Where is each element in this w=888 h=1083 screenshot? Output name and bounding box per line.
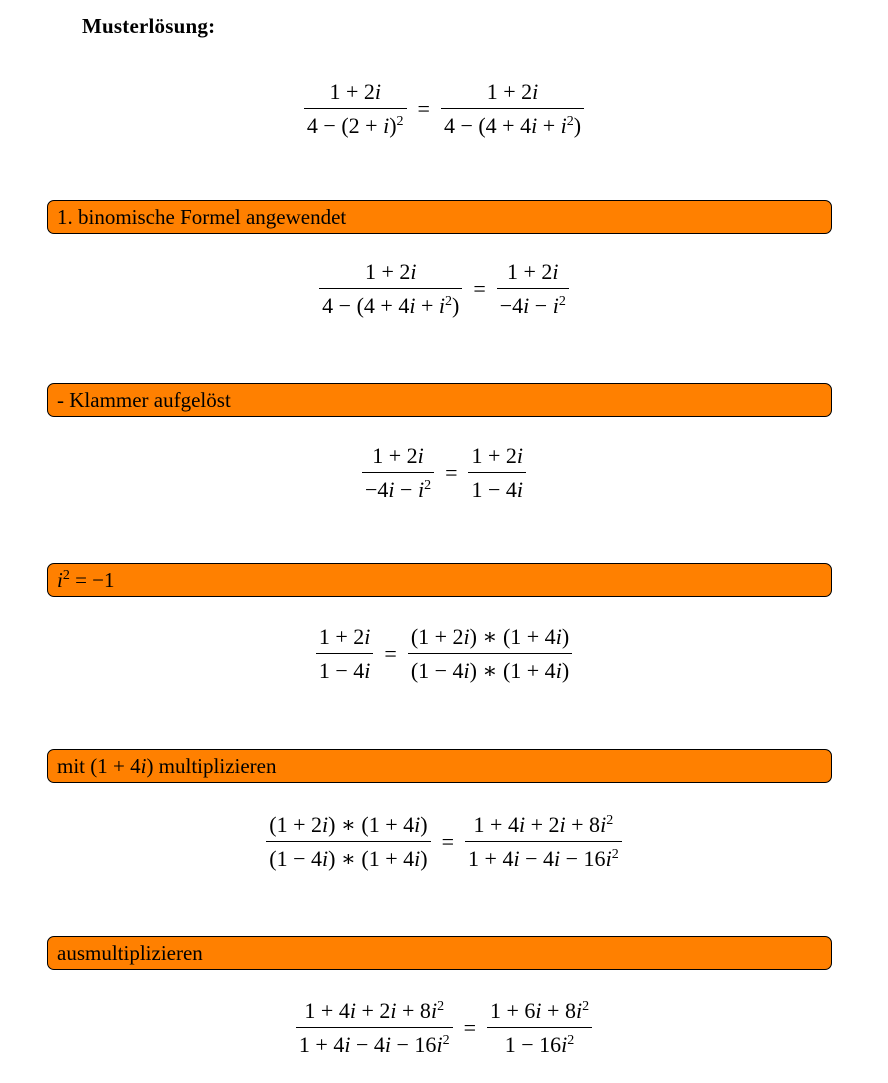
numerator: 1 + 2i: [471, 443, 524, 468]
numerator: 1 + 2i: [329, 79, 381, 104]
step-box-multiply: mit (1 + 4i) multiplizieren: [47, 749, 832, 783]
denominator: (1 − 4i) ∗ (1 + 4i): [410, 658, 570, 684]
equation-3: [0, 444, 888, 502]
fraction-lhs: [262, 813, 434, 871]
step-box-klammer: - Klammer aufgelöst: [47, 383, 832, 417]
equation-6: [0, 999, 888, 1057]
numerator: 1 + 2i: [486, 79, 539, 104]
numerator: 1 + 2i: [318, 624, 371, 649]
fraction-rhs: [464, 444, 530, 502]
denominator: $4 - (4 + 4i + i^2)$: [322, 293, 460, 319]
equation-2: [0, 260, 888, 318]
numerator: (1 + 2i) ∗ (1 + 4i): [410, 624, 570, 649]
fraction-rhs: [404, 625, 576, 683]
denominator: $1 + 4i - 4i - 16i^2$: [468, 846, 619, 872]
fraction-lhs: [358, 444, 438, 502]
equation-4: [0, 625, 888, 683]
numerator: $1 + 6i + 8i^2$: [489, 998, 590, 1023]
numerator: $1 + 4i + 2i + 8i^2$: [473, 812, 614, 837]
denominator: $1 - 16i^2$: [504, 1032, 575, 1058]
equals-sign: =: [384, 641, 397, 667]
equation-1: [0, 80, 888, 138]
denominator: $4 - (4 + 4i + i^2)$: [443, 113, 582, 139]
equation-5: [0, 813, 888, 871]
step-box-ausmultiplizieren: ausmultiplizieren: [47, 936, 832, 970]
step-box-i-squared: $i^2 = -1$: [47, 563, 832, 597]
equals-sign: =: [463, 1015, 476, 1041]
denominator: 1 − 4i: [471, 477, 524, 503]
denominator: (1 − 4i) ∗ (1 + 4i): [269, 846, 428, 872]
fraction-lhs: [315, 260, 466, 318]
denominator: $-4i - i^2$: [364, 477, 432, 503]
numerator: 1 + 2i: [364, 259, 417, 284]
fraction-lhs: [312, 625, 378, 683]
equals-sign: =: [445, 460, 458, 486]
equals-sign: =: [417, 96, 430, 122]
denominator: $4 - (2 + i)^2$: [306, 113, 404, 139]
fraction-rhs: [437, 80, 588, 138]
numerator: 1 + 2i: [372, 443, 424, 468]
numerator: $1 + 4i + 2i + 8i^2$: [304, 998, 445, 1023]
fraction-rhs: [461, 813, 626, 871]
fraction-lhs: [292, 999, 457, 1057]
numerator: 1 + 2i: [507, 259, 559, 284]
numerator: (1 + 2i) ∗ (1 + 4i): [269, 812, 428, 837]
fraction-rhs: [493, 260, 573, 318]
denominator: $1 + 4i - 4i - 16i^2$: [298, 1032, 450, 1058]
fraction-lhs: [300, 80, 411, 138]
equals-sign: =: [473, 276, 486, 302]
denominator: 1 − 4i: [318, 658, 371, 684]
equals-sign: =: [441, 829, 455, 855]
page-title: Musterlösung:: [82, 14, 216, 38]
fraction-rhs: [483, 999, 596, 1057]
step-box-binomial: 1. binomische Formel angewendet: [47, 200, 832, 234]
denominator: $-4i - i^2$: [499, 293, 566, 319]
